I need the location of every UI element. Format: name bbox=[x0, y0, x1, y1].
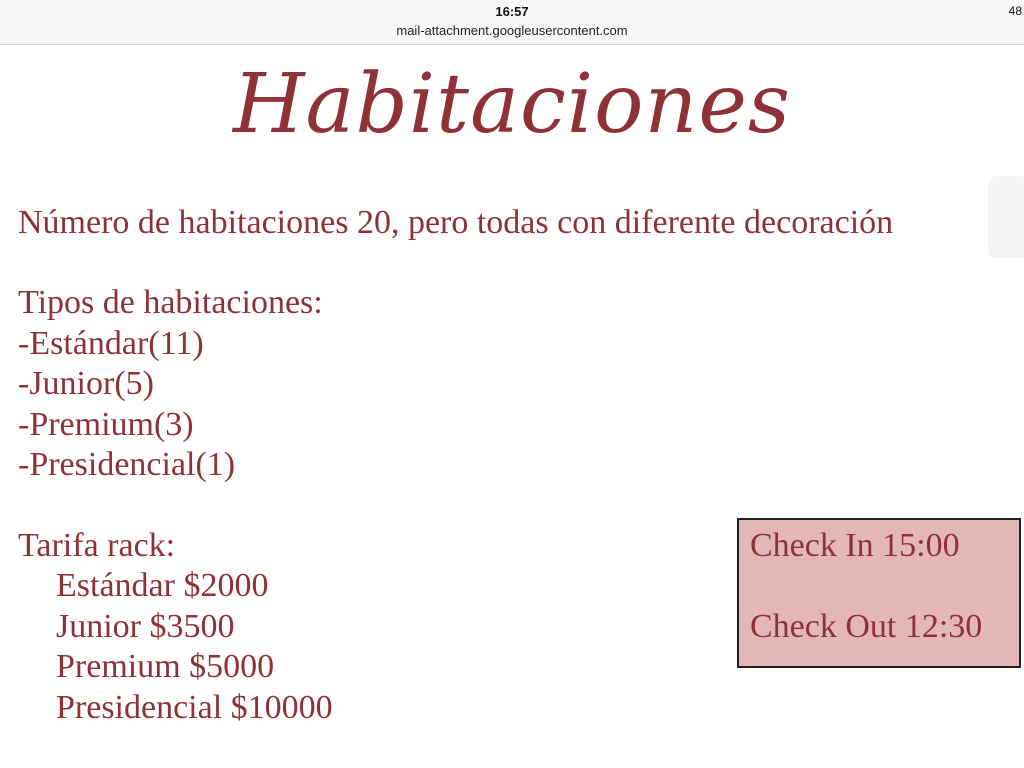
battery-level: 48 bbox=[1008, 4, 1022, 18]
room-type-item: -Premium(3) bbox=[18, 406, 194, 443]
rooms-summary: Número de habitaciones 20, pero todas con diferente decoración bbox=[18, 204, 894, 241]
rack-rate-item: Junior $3500 bbox=[56, 608, 235, 645]
status-bar bbox=[0, 0, 1024, 45]
address-bar-url[interactable]: mail-attachment.googleusercontent.com bbox=[396, 23, 628, 38]
room-type-item: -Estándar(11) bbox=[18, 325, 204, 362]
rack-rate-item: Premium $5000 bbox=[56, 648, 275, 685]
room-types-heading: Tipos de habitaciones: bbox=[18, 284, 323, 321]
side-panel-handle[interactable] bbox=[988, 176, 1024, 258]
check-in-time: Check In 15:00 bbox=[750, 527, 960, 564]
room-type-item: -Junior(5) bbox=[18, 365, 154, 402]
clock: 16:57 bbox=[495, 4, 529, 19]
slide-content bbox=[0, 45, 1024, 768]
rack-rate-item: Estándar $2000 bbox=[56, 567, 269, 604]
rack-rate-heading: Tarifa rack: bbox=[18, 527, 176, 564]
rack-rate-item: Presidencial $10000 bbox=[56, 689, 333, 726]
room-type-item: -Presidencial(1) bbox=[18, 446, 236, 483]
check-times-box bbox=[737, 518, 1021, 668]
slide-title: Habitaciones bbox=[233, 57, 791, 152]
check-out-time: Check Out 12:30 bbox=[750, 608, 983, 645]
